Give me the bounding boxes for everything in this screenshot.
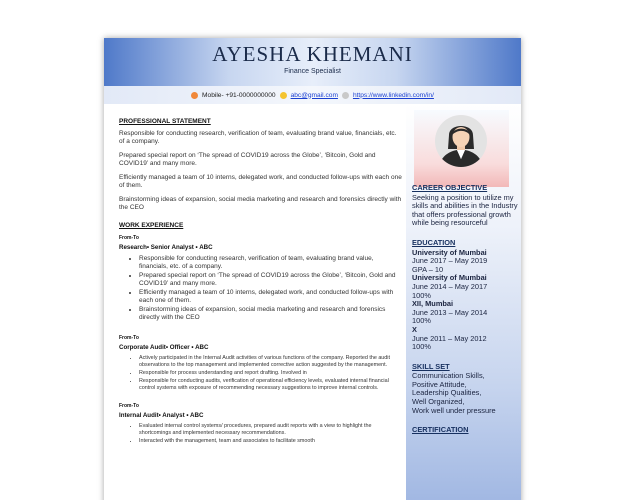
skill-item: Work well under pressure — [412, 405, 496, 415]
job-dates: From-To — [119, 335, 139, 341]
skill-item: Leadership Qualities, — [412, 388, 482, 398]
skill-item: Positive Attitude, — [412, 379, 467, 389]
edu-score: GPA – 10 — [412, 264, 444, 274]
work-experience-title: WORK EXPERIENCE — [119, 222, 184, 229]
job-title: Research• Senior Analyst • ABC — [119, 244, 213, 251]
edu-dates: June 2013 – May 2014 — [412, 307, 488, 317]
skill-item: Well Organized, — [412, 397, 465, 407]
job-bullet: • Actively participated in the Internal Audit activities of various functions of the company. Reported the audit observations to the top management and implemented corrective action suggested by the management. — [139, 355, 402, 369]
avatar-icon — [435, 115, 487, 167]
contact-linkedin-link[interactable]: https://www.linkedin.com/in/ — [352, 91, 434, 99]
statement-paragraph: Efficiently managed a team of 10 interns, delegated work, and conducted follow-ups with each one of them. — [119, 174, 402, 189]
job-bullet: • Interacted with the management, team and associates to facilitate smooth — [139, 438, 402, 445]
candidate-role: Finance Specialist — [284, 68, 341, 75]
email-icon — [280, 92, 287, 99]
candidate-name: AYESHA KHEMANI — [212, 42, 413, 66]
contact-email-link[interactable]: abc@gmail.com — [290, 91, 338, 99]
phone-icon — [191, 92, 198, 99]
statement-paragraph: Prepared special report on ‘The spread of COVID19 across the Globe’, ‘Bitcoin, Gold and COVID19’ and many more. — [119, 152, 376, 167]
contact-mobile: Mobile- +91-0000000000 — [202, 91, 276, 99]
job-bullet: • Prepared special report on ‘The spread of COVID19 across the Globe’, ‘Bitcoin, Gold and COVID19’ and many more. — [139, 272, 402, 288]
career-objective-section — [412, 184, 520, 228]
job-bullets — [139, 255, 402, 322]
career-objective-text: Seeking a position to utilize my skills and abilities in the Industry that offers professional growth while being resourceful — [412, 192, 518, 228]
photo-frame — [414, 110, 509, 187]
job-bullets — [139, 423, 402, 445]
education-section — [412, 239, 520, 352]
job-title: Internal Audit• Analyst • ABC — [119, 412, 204, 419]
certification-title: CERTIFICATION — [412, 425, 469, 435]
edu-score: 100% — [412, 290, 431, 300]
education-title: EDUCATION — [412, 237, 456, 247]
statement-paragraph: Responsible for conducting research, verification of team, evaluating brand value, financials, etc. of a company. — [119, 130, 397, 145]
job-title: Corporate Audit• Officer • ABC — [119, 344, 209, 351]
job-dates: From-To — [119, 403, 139, 409]
edu-school: University of Mumbai — [412, 247, 487, 257]
edu-score: 100% — [412, 342, 431, 352]
job-bullet: • Responsible for process understanding and report drafting. Involved in — [139, 370, 402, 377]
job-bullet: • Responsible for conducting audits, verification of operational efficiency levels, evaluated internal financial control systems with exposure of recommending necessary suggestions to improve internal controls. — [139, 378, 402, 392]
resume-header — [104, 38, 521, 86]
skills-title: SKILL SET — [412, 361, 450, 371]
job-dates: From-To — [119, 235, 139, 241]
job-bullet: • Evaluated internal control systems/ procedures, prepared audit reports with a view to highlight the shortcomings and implemented necessary recommendations. — [139, 423, 402, 437]
resume-sheet — [104, 38, 521, 500]
statement-paragraph: Brainstorming ideas of expansion, social media marketing and research and forensics directly with the CEO — [119, 196, 402, 211]
edu-dates: June 2011 – May 2012 — [412, 333, 487, 343]
edu-school: X — [412, 324, 417, 334]
edu-school: XII, Mumbai — [412, 299, 454, 309]
job-bullet: • Brainstorming ideas of expansion, social media marketing and research and forensics directly with the CEO — [139, 306, 402, 322]
main-column — [119, 118, 402, 453]
edu-dates: June 2014 – May 2017 — [412, 281, 488, 291]
certification-section — [412, 426, 520, 435]
edu-dates: June 2017 – May 2019 — [412, 256, 488, 266]
skill-item: Communication Skills, — [412, 371, 485, 381]
skills-section — [412, 363, 520, 416]
job-bullet: • Responsible for conducting research, verification of team, evaluating brand value, financials, etc. of a company. — [139, 255, 402, 271]
professional-statement-title: PROFESSIONAL STATEMENT — [119, 118, 211, 125]
contact-bar — [104, 86, 521, 104]
job-bullets — [139, 355, 402, 392]
linkedin-icon — [342, 92, 349, 99]
career-objective-title: CAREER OBJECTIVE — [412, 183, 488, 192]
edu-school: University of Mumbai — [412, 273, 487, 283]
job-bullet: • Efficiently managed a team of 10 interns, delegated work, and conducted follow-ups with each one of them. — [139, 289, 402, 305]
edu-score: 100% — [412, 316, 431, 326]
sidebar-info — [412, 184, 520, 446]
